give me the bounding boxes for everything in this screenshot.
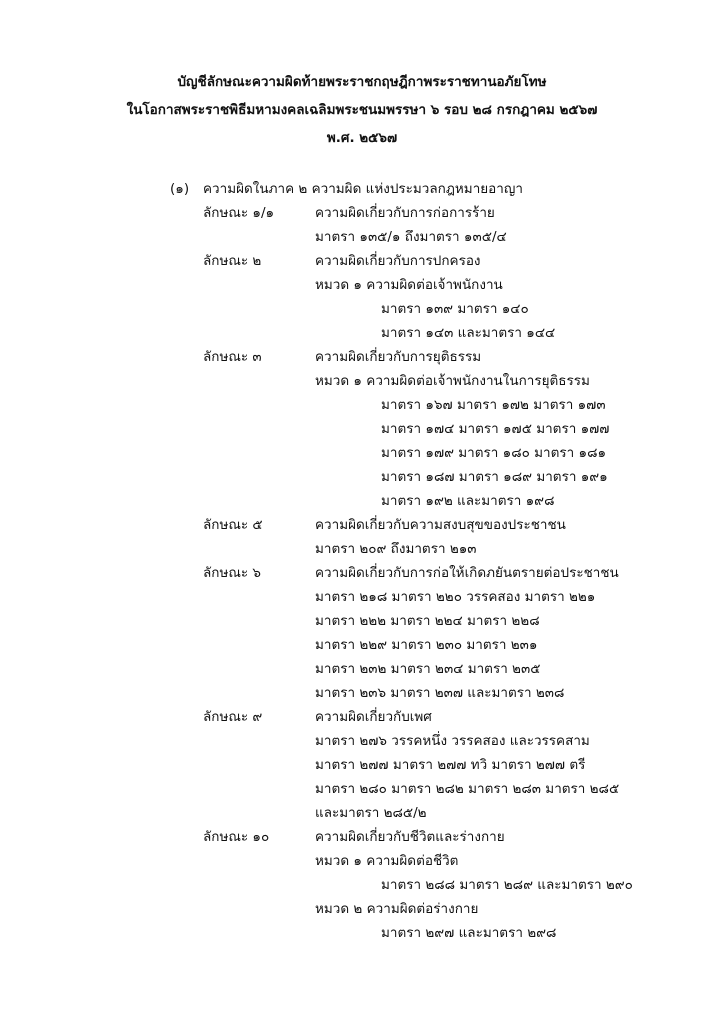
article-line: มาตรา ๑๖๗ มาตรา ๑๗๒ มาตรา ๑๗๓ xyxy=(381,397,606,413)
chapter-heading: หมวด ๑ ความผิดต่อเจ้าพนักงาน xyxy=(315,277,503,293)
article-line: มาตรา ๒๙๗ และมาตรา ๒๙๘ xyxy=(381,925,557,941)
article-line: มาตรา ๒๑๘ มาตรา ๒๒๐ วรรคสอง มาตรา ๒๒๑ xyxy=(315,589,596,605)
article-line: มาตรา ๑๘๗ มาตรา ๑๘๙ มาตรา ๑๙๑ xyxy=(381,469,608,485)
doc-title-line-2: ในโอกาสพระราชพิธีมหามงคลเฉลิมพระชนมพรรษา ๖ รอบ ๒๘ กรกฎาคม ๒๕๖๗ xyxy=(126,102,598,118)
section-label: ลักษณะ ๒ xyxy=(203,253,262,269)
section-title: ความผิดเกี่ยวกับการก่อให้เกิดภยันตรายต่อประชาชน xyxy=(315,565,619,581)
article-line: และมาตรา ๒๘๕/๒ xyxy=(315,805,427,821)
section-title: ความผิดเกี่ยวกับการยุติธรรม xyxy=(315,349,482,365)
article-line: มาตรา ๑๔๓ และมาตรา ๑๔๔ xyxy=(381,325,556,341)
section-label: ลักษณะ ๖ xyxy=(203,565,261,581)
section-label: ลักษณะ ๙ xyxy=(203,709,263,725)
article-line: มาตรา ๒๗๖ วรรคหนึ่ง วรรคสอง และวรรคสาม xyxy=(315,733,590,749)
section-label: ลักษณะ ๕ xyxy=(203,517,263,533)
part-heading: ความผิดในภาค ๒ ความผิด แห่งประมวลกฎหมายอาญา xyxy=(203,181,523,197)
article-line: มาตรา ๑๓๙ มาตรา ๑๔๐ xyxy=(381,301,529,317)
chapter-heading: หมวด ๒ ความผิดต่อร่างกาย xyxy=(315,901,479,917)
article-line: มาตรา ๒๓๒ มาตรา ๒๓๔ มาตรา ๒๓๕ xyxy=(315,661,541,677)
section-label: ลักษณะ ๑๐ xyxy=(203,829,270,845)
chapter-heading: หมวด ๑ ความผิดต่อชีวิต xyxy=(315,853,459,869)
doc-title-line-3: พ.ศ. ๒๕๖๗ xyxy=(326,130,398,146)
chapter-heading: หมวด ๑ ความผิดต่อเจ้าพนักงานในการยุติธรรม xyxy=(315,373,590,389)
article-line: มาตรา ๒๘๘ มาตรา ๒๘๙ และมาตรา ๒๙๐ xyxy=(381,877,633,893)
article-line: มาตรา ๑๙๒ และมาตรา ๑๙๘ xyxy=(381,493,555,509)
article-line: มาตรา ๑๓๕/๑ ถึงมาตรา ๑๓๕/๔ xyxy=(315,229,507,245)
section-title: ความผิดเกี่ยวกับการก่อการร้าย xyxy=(315,205,495,221)
article-line: มาตรา ๒๐๙ ถึงมาตรา ๒๑๓ xyxy=(315,541,477,557)
article-line: มาตรา ๑๗๔ มาตรา ๑๗๕ มาตรา ๑๗๗ xyxy=(381,421,610,437)
section-title: ความผิดเกี่ยวกับการปกครอง xyxy=(315,253,481,269)
article-line: มาตรา ๒๓๖ มาตรา ๒๓๗ และมาตรา ๒๓๘ xyxy=(315,685,565,701)
section-title: ความผิดเกี่ยวกับความสงบสุขของประชาชน xyxy=(315,517,566,533)
doc-title-line-1: บัญชีลักษณะความผิดท้ายพระราชกฤษฎีกาพระราชทานอภัยโทษ xyxy=(177,74,547,90)
article-line: มาตรา ๑๗๙ มาตรา ๑๘๐ มาตรา ๑๘๑ xyxy=(381,445,607,461)
section-title: ความผิดเกี่ยวกับเพศ xyxy=(315,709,432,725)
article-line: มาตรา ๒๒๒ มาตรา ๒๒๔ มาตรา ๒๒๘ xyxy=(315,613,540,629)
section-label: ลักษณะ ๓ xyxy=(203,349,262,365)
section-title: ความผิดเกี่ยวกับชีวิตและร่างกาย xyxy=(315,829,505,845)
section-label: ลักษณะ ๑/๑ xyxy=(203,205,275,221)
article-line: มาตรา ๒๘๐ มาตรา ๒๘๒ มาตรา ๒๘๓ มาตรา ๒๘๕ xyxy=(315,781,620,797)
part-number: (๑) xyxy=(170,181,190,197)
article-line: มาตรา ๒๗๗ มาตรา ๒๗๗ ทวิ มาตรา ๒๗๗ ตรี xyxy=(315,757,586,773)
article-line: มาตรา ๒๒๙ มาตรา ๒๓๐ มาตรา ๒๓๑ xyxy=(315,637,538,653)
